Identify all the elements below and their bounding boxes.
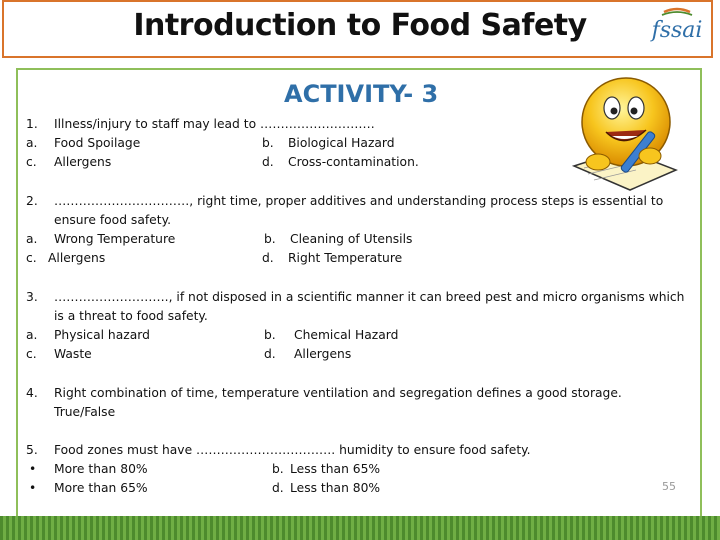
question-4 bbox=[26, 384, 696, 422]
question-text: Illness/injury to staff may lead to ………………………. bbox=[54, 117, 375, 131]
fssai-logo-icon bbox=[644, 6, 710, 46]
option-text: Allergens bbox=[294, 347, 352, 361]
question-text-continued: is a threat to food safety. bbox=[54, 309, 208, 323]
option-label: b. bbox=[264, 232, 276, 246]
question-3 bbox=[26, 288, 696, 364]
activity-title: ACTIVITY- 3 bbox=[284, 80, 439, 108]
option-label: d. bbox=[262, 251, 274, 265]
question-number: 4. bbox=[26, 386, 38, 400]
bullet-icon: • bbox=[29, 481, 37, 495]
page-title: Introduction to Food Safety bbox=[133, 8, 587, 43]
option-text: Allergens bbox=[54, 155, 112, 169]
option-text: Wrong Temperature bbox=[54, 232, 176, 246]
question-number: 1. bbox=[26, 117, 38, 131]
option-text: Cross-contamination. bbox=[288, 155, 419, 169]
option-text: Less than 80% bbox=[290, 481, 381, 495]
question-text: ……………………………, right time, proper additives and understanding process steps is essential to bbox=[54, 194, 664, 208]
logo-text: fssai bbox=[651, 18, 703, 43]
option-label: d. bbox=[264, 347, 276, 361]
question-text: Right combination of time, temperature ventilation and segregation defines a good storage. bbox=[54, 386, 622, 400]
question-1 bbox=[26, 115, 586, 172]
question-2 bbox=[26, 192, 696, 268]
option-label: d. bbox=[272, 481, 284, 495]
question-text: Food zones must have ……………………………. humidity to ensure food safety. bbox=[54, 443, 531, 457]
option-text: Cleaning of Utensils bbox=[290, 232, 413, 246]
option-label: c. bbox=[26, 251, 37, 265]
option-text: Less than 65% bbox=[290, 462, 381, 476]
question-number: 5. bbox=[26, 443, 38, 457]
option-text: More than 65% bbox=[54, 481, 148, 495]
option-text: Right Temperature bbox=[288, 251, 403, 265]
option-label: b. bbox=[264, 328, 276, 342]
option-label: c. bbox=[26, 155, 37, 169]
option-label: a. bbox=[26, 328, 38, 342]
option-text: Food Spoilage bbox=[54, 136, 141, 150]
option-text: Waste bbox=[54, 347, 92, 361]
option-text: Allergens bbox=[48, 251, 106, 265]
option-text: Biological Hazard bbox=[288, 136, 395, 150]
question-number: 2. bbox=[26, 194, 38, 208]
option-label: c. bbox=[26, 347, 37, 361]
option-text: Physical hazard bbox=[54, 328, 150, 342]
option-label: b. bbox=[262, 136, 274, 150]
option-label: b. bbox=[272, 462, 284, 476]
question-5 bbox=[26, 441, 696, 498]
page-number: 55 bbox=[662, 480, 676, 493]
question-text-continued: ensure food safety. bbox=[54, 213, 172, 227]
footer-bar bbox=[0, 516, 720, 540]
option-label: d. bbox=[262, 155, 274, 169]
question-text-continued: True/False bbox=[54, 405, 116, 419]
question-number: 3. bbox=[26, 290, 38, 304]
option-text: More than 80% bbox=[54, 462, 148, 476]
question-text: ………………………., if not disposed in a scientific manner it can breed pest and micro organisms which bbox=[54, 290, 685, 304]
option-text: Chemical Hazard bbox=[294, 328, 399, 342]
bullet-icon: • bbox=[29, 462, 37, 476]
option-label: a. bbox=[26, 232, 38, 246]
option-label: a. bbox=[26, 136, 38, 150]
